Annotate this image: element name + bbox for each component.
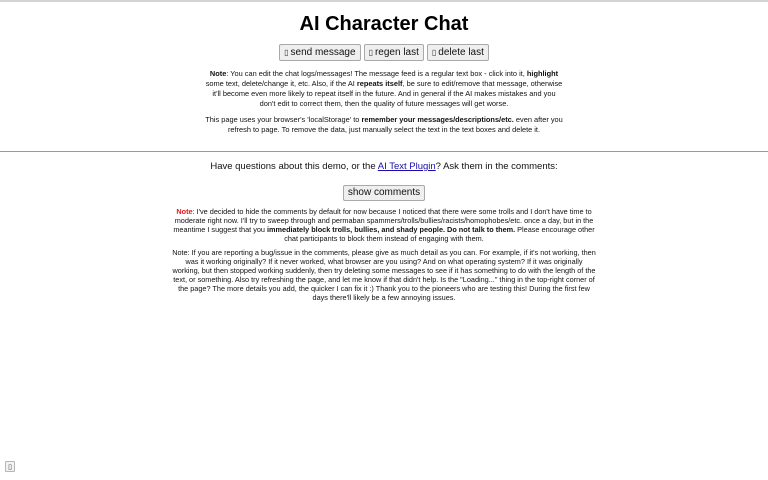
moderation-note: Note: I've decided to hide the comments by default for now because I noticed that there were some trolls and I don't have time to moderate right now. I'll try to sweep through and permaban spammers/trolls/bullies/racists/homophobes/etc. once a day, but in the meantime I suggest that you immediately block trolls, bullies, and shady people. Do not talk to them. Please encourage other chat participants to block them instead of engaging with them.	[173, 207, 595, 243]
show-comments-button[interactable]: show comments	[343, 185, 425, 201]
questions-line: Have questions about this demo, or the AI Text Plugin? Ask them in the comments:	[210, 161, 558, 172]
moderation-note-label: Note	[176, 207, 193, 216]
edit-note	[204, 69, 564, 109]
regen-last-button[interactable]	[364, 44, 424, 61]
ai-text-plugin-link[interactable]: AI Text Plugin	[377, 161, 436, 172]
edit-note-text: Note: You can edit the chat logs/messages! The message feed is a regular text box - click into it, highlight some text, delete/change it, etc. Also, if the AI repeats itself, be sure to edit/remove that message, otherwise it'll become even more likely to repeat itself in the future. And in general if the AI makes mistakes and you don't edit to correct them, then the quality of future messages will get worse.	[205, 69, 563, 108]
storage-note	[204, 115, 564, 135]
show-comments-wrap	[0, 182, 768, 201]
delete-icon: ▯	[431, 48, 437, 57]
corner-toggle-button[interactable]	[5, 461, 15, 472]
send-message-button[interactable]	[279, 44, 360, 61]
regen-last-label: regen last	[374, 47, 419, 58]
send-message-label: send message	[290, 47, 356, 58]
corner-icon: ▯	[8, 464, 12, 471]
send-icon: ▯	[284, 48, 289, 57]
section-divider	[0, 151, 768, 152]
delete-last-label: delete last	[438, 47, 484, 58]
storage-note-text: This page uses your browser's 'localStorage' to remember your messages/descriptions/etc. even after you refresh to page. To remove the data, just manually select the text in the text boxes and delete it.	[205, 115, 563, 134]
edit-note-label: Note	[209, 69, 227, 78]
top-border	[0, 0, 768, 2]
page-title: AI Character Chat	[299, 13, 469, 35]
delete-last-button[interactable]	[427, 44, 489, 61]
bug-report-note: Note: If you are reporting a bug/issue in the comments, please give as much detail as you can. For example, if it's not working, then was it working originally? If it never worked, what browser are you using? And on what operating system? If it was originally working, but then stopped working suddenly, then try deleting some messages to see if it has something to do with the length of the text, or something. Also try refreshing the page, and let me know if that didn't help. Is the "Loading..." thing in the top-right corner of the page? The more details you add, the quicker I can fix it :) Thank you to the pioneers who are testing this! During the first few days there'll likely be a few annoying issues.	[172, 248, 596, 302]
regen-icon: ▯	[368, 48, 373, 57]
chat-toolbar	[0, 44, 768, 61]
